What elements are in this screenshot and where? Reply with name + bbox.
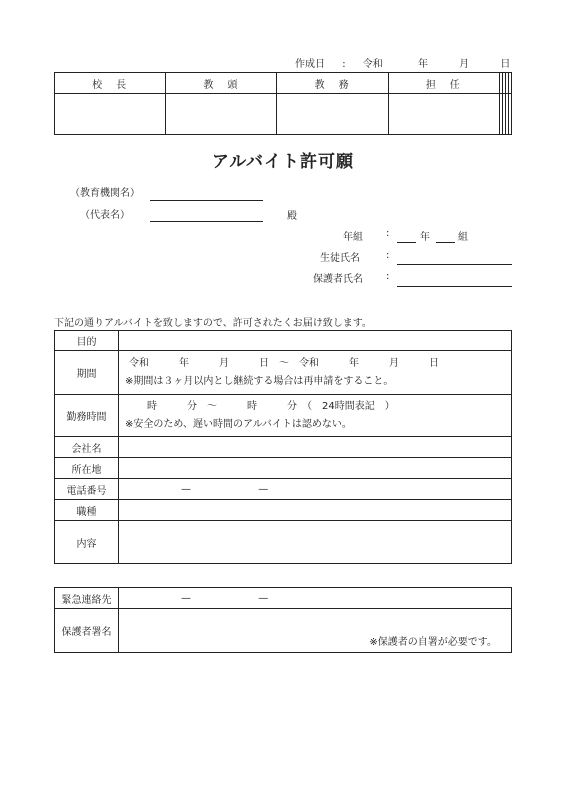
stamp-box[interactable] (55, 94, 166, 135)
year-field[interactable] (397, 242, 416, 243)
hours-times: 時 分 ～ 時 分 （ 24時間表記 ） (147, 400, 395, 412)
hours-label: 勤務時間 (55, 395, 119, 437)
job-label: 職種 (55, 500, 119, 521)
phone-dash: — (181, 592, 191, 604)
colon: : (342, 59, 346, 70)
colon: : (386, 250, 390, 261)
guardian-name-label: 保護者氏名 (313, 274, 363, 285)
phone-label: 電話番号 (55, 479, 119, 500)
intro-text: 下記の通りアルバイトを致しますので、許可されたくお届け致します。 (54, 318, 372, 329)
representative-field[interactable] (150, 221, 263, 222)
hours-field[interactable] (119, 395, 512, 437)
honorific: 殿 (287, 211, 297, 222)
phone-dash: — (258, 483, 269, 495)
application-table (54, 330, 512, 564)
class-label: 年組 (343, 232, 363, 243)
student-name-label: 生徒氏名 (320, 253, 360, 264)
company-field[interactable] (119, 437, 512, 458)
phone-dash: — (258, 592, 269, 604)
phone-dash: — (181, 483, 191, 495)
class-unit-label: 組 (458, 232, 468, 243)
company-label: 会社名 (55, 437, 119, 458)
address-field[interactable] (119, 458, 512, 479)
approval-stamp-table (54, 72, 512, 135)
student-name-field[interactable] (397, 264, 512, 265)
signature-note: ※保護者の自署が必要です。 (369, 637, 497, 648)
year-label: 年 (417, 59, 428, 70)
period-field[interactable] (119, 351, 512, 395)
institution-field[interactable] (150, 200, 263, 201)
content-label: 内容 (55, 521, 119, 564)
content-field[interactable] (119, 521, 512, 564)
class-field[interactable] (436, 242, 455, 243)
stamp-box[interactable] (508, 94, 511, 135)
created-label: 作成日 (295, 59, 325, 70)
era-label: 令和 (362, 59, 383, 70)
period-note: ※期間は３ヶ月以内とし継続する場合は再申請をすること。 (125, 375, 394, 387)
emergency-contact-field[interactable] (119, 588, 512, 609)
guardian-signature-field[interactable] (119, 609, 512, 653)
emergency-contact-label: 緊急連絡先 (55, 588, 119, 609)
colon: : (386, 228, 390, 239)
purpose-label: 目的 (55, 331, 119, 351)
page-title: アルバイト許可願 (211, 152, 355, 172)
approval-col-vice-principal: 教 頭 (166, 73, 277, 94)
period-label: 期間 (55, 351, 119, 395)
guardian-signature-label: 保護者署名 (55, 609, 119, 653)
purpose-field[interactable] (119, 331, 512, 351)
job-field[interactable] (119, 500, 512, 521)
approval-col-homeroom: 担 任 (388, 73, 499, 94)
hours-note: ※安全のため、遅い時間のアルバイトは認めない。 (125, 418, 352, 430)
approval-col-blank (508, 73, 511, 94)
approval-col-academic: 教 務 (277, 73, 388, 94)
phone-field[interactable] (119, 479, 512, 500)
stamp-box[interactable] (277, 94, 388, 135)
approval-col-principal: 校 長 (55, 73, 166, 94)
year-label: 年 (420, 232, 430, 243)
institution-label: （教育機関名） (70, 188, 140, 199)
representative-label: （代表名） (80, 210, 130, 221)
guardian-name-field[interactable] (397, 286, 512, 287)
stamp-box[interactable] (388, 94, 499, 135)
stamp-box[interactable] (166, 94, 277, 135)
day-label: 日 (500, 59, 511, 70)
emergency-table (54, 587, 512, 653)
created-date-line (295, 55, 510, 70)
month-label: 月 (459, 59, 470, 70)
period-dates: 令和 年 月 日 ～ 令和 年 月 日 (129, 357, 439, 369)
colon: : (386, 271, 390, 282)
address-label: 所在地 (55, 458, 119, 479)
